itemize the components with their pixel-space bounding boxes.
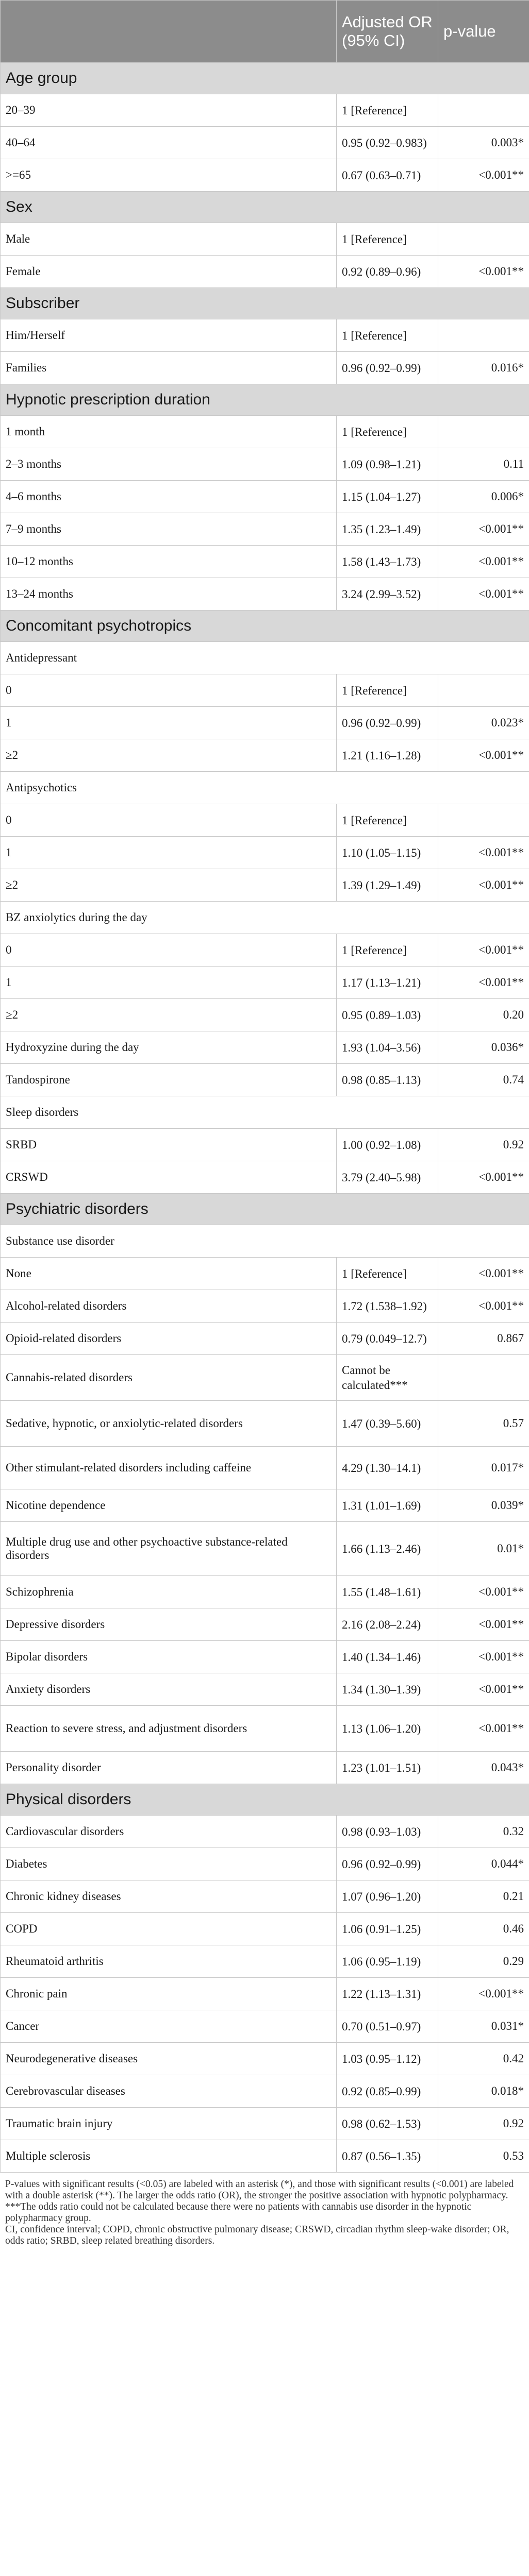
p-value: 0.92 xyxy=(438,1129,529,1161)
odds-ratio-value: 1 [Reference] xyxy=(337,223,438,256)
header-variable xyxy=(1,1,337,63)
table-row xyxy=(1,2010,529,2043)
odds-ratio-value: 1.47 (0.39–5.60) xyxy=(337,1401,438,1447)
odds-ratio-value: 1 [Reference] xyxy=(337,416,438,448)
table-row xyxy=(1,578,529,611)
table-row xyxy=(1,1608,529,1641)
p-value: 0.016* xyxy=(438,352,529,384)
p-value: 0.74 xyxy=(438,1064,529,1096)
table-row xyxy=(1,1945,529,1978)
p-value: 0.32 xyxy=(438,1816,529,1848)
subgroup-label: BZ anxiolytics during the day xyxy=(1,902,529,934)
table-row xyxy=(1,2043,529,2075)
row-label: Sedative, hypnotic, or anxiolytic-related disorders xyxy=(1,1401,337,1447)
p-value: <0.001** xyxy=(438,1161,529,1194)
odds-ratio-value: 1.39 (1.29–1.49) xyxy=(337,869,438,902)
odds-ratio-value: 1.13 (1.06–1.20) xyxy=(337,1706,438,1752)
row-label: SRBD xyxy=(1,1129,337,1161)
table-row xyxy=(1,256,529,288)
odds-ratio-value: 1 [Reference] xyxy=(337,1258,438,1290)
table-row xyxy=(1,546,529,578)
p-value: 0.21 xyxy=(438,1880,529,1913)
row-label: Cardiovascular disorders xyxy=(1,1816,337,1848)
p-value: <0.001** xyxy=(438,578,529,611)
odds-ratio-value: 1.31 (1.01–1.69) xyxy=(337,1489,438,1522)
p-value: <0.001** xyxy=(438,1978,529,2010)
subgroup-row xyxy=(1,1096,529,1129)
p-value: <0.001** xyxy=(438,256,529,288)
row-label: Cannabis-related disorders xyxy=(1,1355,337,1401)
row-label: Diabetes xyxy=(1,1848,337,1880)
odds-ratio-value: 1.22 (1.13–1.31) xyxy=(337,1978,438,2010)
odds-ratio-value: 1.93 (1.04–3.56) xyxy=(337,1031,438,1064)
p-value: 0.57 xyxy=(438,1401,529,1447)
odds-ratio-value: 0.92 (0.85–0.99) xyxy=(337,2075,438,2108)
table-row xyxy=(1,481,529,513)
subgroup-row xyxy=(1,772,529,804)
table-row xyxy=(1,1031,529,1064)
row-label: Schizophrenia xyxy=(1,1576,337,1608)
footnote-paragraph: CI, confidence interval; COPD, chronic obstructive pulmonary disease; CRSWD, circadian rhythm sleep-wake disorder; OR, odds ratio; SRBD, sleep related breathing disorders. xyxy=(5,2224,509,2246)
section-header-row xyxy=(1,1194,529,1225)
row-label: 13–24 months xyxy=(1,578,337,611)
odds-ratio-value: 1.58 (1.43–1.73) xyxy=(337,546,438,578)
table-row xyxy=(1,2108,529,2140)
table-row xyxy=(1,319,529,352)
row-label: Tandospirone xyxy=(1,1064,337,1096)
row-label: Chronic kidney diseases xyxy=(1,1880,337,1913)
odds-ratio-value: 1.34 (1.30–1.39) xyxy=(337,1673,438,1706)
p-value: 0.006* xyxy=(438,481,529,513)
odds-ratio-value: 1 [Reference] xyxy=(337,674,438,707)
table-row xyxy=(1,967,529,999)
row-label: Traumatic brain injury xyxy=(1,2108,337,2140)
odds-ratio-value: 1.15 (1.04–1.27) xyxy=(337,481,438,513)
odds-ratio-value: 1 [Reference] xyxy=(337,804,438,837)
p-value: <0.001** xyxy=(438,1258,529,1290)
section-header-row xyxy=(1,192,529,223)
row-label: 10–12 months xyxy=(1,546,337,578)
row-label: Depressive disorders xyxy=(1,1608,337,1641)
table-row xyxy=(1,1290,529,1323)
p-value: 0.42 xyxy=(438,2043,529,2075)
row-label: 0 xyxy=(1,674,337,707)
subgroup-label: Antidepressant xyxy=(1,642,529,674)
subgroup-label: Antipsychotics xyxy=(1,772,529,804)
odds-ratio-value: 1.21 (1.16–1.28) xyxy=(337,739,438,772)
table-row xyxy=(1,1522,529,1576)
p-value: 0.01* xyxy=(438,1522,529,1576)
odds-ratio-value: 1.07 (0.96–1.20) xyxy=(337,1880,438,1913)
row-label: 4–6 months xyxy=(1,481,337,513)
table-row xyxy=(1,804,529,837)
table-row xyxy=(1,1978,529,2010)
p-value: <0.001** xyxy=(438,546,529,578)
p-value: <0.001** xyxy=(438,1608,529,1641)
section-title: Hypnotic prescription duration xyxy=(1,384,529,416)
p-value: 0.53 xyxy=(438,2140,529,2173)
p-value xyxy=(438,804,529,837)
odds-ratio-value: 0.96 (0.92–0.99) xyxy=(337,352,438,384)
odds-ratio-value: 2.16 (2.08–2.24) xyxy=(337,1608,438,1641)
odds-ratio-value: 0.96 (0.92–0.99) xyxy=(337,1848,438,1880)
odds-ratio-value: 1.17 (1.13–1.21) xyxy=(337,967,438,999)
row-label: Nicotine dependence xyxy=(1,1489,337,1522)
table-row xyxy=(1,1161,529,1194)
table-row xyxy=(1,999,529,1031)
table-row xyxy=(1,1706,529,1752)
subgroup-label: Sleep disorders xyxy=(1,1096,529,1129)
row-label: Families xyxy=(1,352,337,384)
p-value: 0.044* xyxy=(438,1848,529,1880)
table-row xyxy=(1,869,529,902)
table-row xyxy=(1,934,529,967)
table-footnotes xyxy=(0,2173,529,2254)
table-body xyxy=(1,63,529,2173)
p-value: 0.036* xyxy=(438,1031,529,1064)
p-value: <0.001** xyxy=(438,513,529,546)
section-header-row xyxy=(1,288,529,319)
p-value: 0.46 xyxy=(438,1913,529,1945)
row-label: ≥2 xyxy=(1,739,337,772)
p-value: <0.001** xyxy=(438,1706,529,1752)
p-value: 0.20 xyxy=(438,999,529,1031)
section-header-row xyxy=(1,63,529,94)
subgroup-label: Substance use disorder xyxy=(1,1225,529,1258)
row-label: Reaction to severe stress, and adjustment disorders xyxy=(1,1706,337,1752)
table-row xyxy=(1,1880,529,1913)
odds-ratio-value: 1.72 (1.538–1.92) xyxy=(337,1290,438,1323)
section-header-row xyxy=(1,384,529,416)
table-row xyxy=(1,1447,529,1489)
row-label: Multiple drug use and other psychoactive substance-related disorders xyxy=(1,1522,337,1576)
section-title: Subscriber xyxy=(1,288,529,319)
table-row xyxy=(1,707,529,739)
table-row xyxy=(1,1064,529,1096)
p-value: <0.001** xyxy=(438,1290,529,1323)
row-label: Multiple sclerosis xyxy=(1,2140,337,2173)
odds-ratio-value: 0.98 (0.93–1.03) xyxy=(337,1816,438,1848)
odds-ratio-value: 0.79 (0.049–12.7) xyxy=(337,1323,438,1355)
p-value: <0.001** xyxy=(438,837,529,869)
table-row xyxy=(1,352,529,384)
row-label: Rheumatoid arthritis xyxy=(1,1945,337,1978)
p-value: 0.023* xyxy=(438,707,529,739)
p-value: 0.92 xyxy=(438,2108,529,2140)
p-value: <0.001** xyxy=(438,967,529,999)
table-row xyxy=(1,416,529,448)
odds-ratio-value: 0.67 (0.63–0.71) xyxy=(337,159,438,192)
p-value: <0.001** xyxy=(438,1641,529,1673)
row-label: Cancer xyxy=(1,2010,337,2043)
table-row xyxy=(1,1673,529,1706)
table-row xyxy=(1,1848,529,1880)
section-title: Sex xyxy=(1,192,529,223)
row-label: ≥2 xyxy=(1,869,337,902)
row-label: 7–9 months xyxy=(1,513,337,546)
odds-ratio-value: 1.06 (0.91–1.25) xyxy=(337,1913,438,1945)
section-title: Psychiatric disorders xyxy=(1,1194,529,1225)
row-label: Anxiety disorders xyxy=(1,1673,337,1706)
row-label: 1 xyxy=(1,967,337,999)
odds-ratio-value: 1.06 (0.95–1.19) xyxy=(337,1945,438,1978)
odds-ratio-value: 1 [Reference] xyxy=(337,319,438,352)
header-p-value: p-value xyxy=(438,1,529,63)
header-adjusted-or: Adjusted OR (95% CI) xyxy=(337,1,438,63)
table-row xyxy=(1,1129,529,1161)
p-value: 0.003* xyxy=(438,127,529,159)
row-label: 1 xyxy=(1,707,337,739)
table-row xyxy=(1,1489,529,1522)
p-value: 0.031* xyxy=(438,2010,529,2043)
row-label: >=65 xyxy=(1,159,337,192)
row-label: Alcohol-related disorders xyxy=(1,1290,337,1323)
p-value: 0.11 xyxy=(438,448,529,481)
odds-ratio-value: Cannot be calculated*** xyxy=(337,1355,438,1401)
table-header xyxy=(1,1,529,63)
odds-ratio-value: 1.55 (1.48–1.61) xyxy=(337,1576,438,1608)
p-value xyxy=(438,674,529,707)
section-title: Concomitant psychotropics xyxy=(1,611,529,642)
row-label: Bipolar disorders xyxy=(1,1641,337,1673)
row-label: 20–39 xyxy=(1,94,337,127)
table-row xyxy=(1,2075,529,2108)
row-label: Male xyxy=(1,223,337,256)
odds-ratio-value: 3.79 (2.40–5.98) xyxy=(337,1161,438,1194)
table-row xyxy=(1,448,529,481)
odds-ratio-value: 0.98 (0.62–1.53) xyxy=(337,2108,438,2140)
row-label: 2–3 months xyxy=(1,448,337,481)
row-label: 40–64 xyxy=(1,127,337,159)
odds-ratio-value: 1.23 (1.01–1.51) xyxy=(337,1752,438,1784)
table-row xyxy=(1,223,529,256)
odds-ratio-value: 0.98 (0.85–1.13) xyxy=(337,1064,438,1096)
row-label: Opioid-related disorders xyxy=(1,1323,337,1355)
row-label: COPD xyxy=(1,1913,337,1945)
odds-ratio-value: 1.35 (1.23–1.49) xyxy=(337,513,438,546)
p-value: 0.039* xyxy=(438,1489,529,1522)
row-label: ≥2 xyxy=(1,999,337,1031)
p-value: <0.001** xyxy=(438,869,529,902)
odds-ratio-value: 1 [Reference] xyxy=(337,94,438,127)
table-row xyxy=(1,1641,529,1673)
row-label: CRSWD xyxy=(1,1161,337,1194)
p-value: <0.001** xyxy=(438,739,529,772)
p-value: 0.29 xyxy=(438,1945,529,1978)
p-value: <0.001** xyxy=(438,934,529,967)
p-value xyxy=(438,94,529,127)
table-row xyxy=(1,739,529,772)
p-value xyxy=(438,223,529,256)
p-value xyxy=(438,416,529,448)
row-label: Chronic pain xyxy=(1,1978,337,2010)
p-value: <0.001** xyxy=(438,159,529,192)
p-value: 0.867 xyxy=(438,1323,529,1355)
row-label: 0 xyxy=(1,934,337,967)
odds-ratio-value: 1.10 (1.05–1.15) xyxy=(337,837,438,869)
table-row xyxy=(1,1752,529,1784)
odds-ratio-value: 0.95 (0.92–0.983) xyxy=(337,127,438,159)
odds-ratio-value: 1.00 (0.92–1.08) xyxy=(337,1129,438,1161)
row-label: Other stimulant-related disorders including caffeine xyxy=(1,1447,337,1489)
odds-ratio-value: 1.03 (0.95–1.12) xyxy=(337,2043,438,2075)
row-label: Neurodegenerative diseases xyxy=(1,2043,337,2075)
table-row xyxy=(1,1355,529,1401)
section-title: Age group xyxy=(1,63,529,94)
table-row xyxy=(1,513,529,546)
table-row xyxy=(1,1576,529,1608)
section-header-row xyxy=(1,611,529,642)
table-row xyxy=(1,1401,529,1447)
table-row xyxy=(1,127,529,159)
row-label: 1 xyxy=(1,837,337,869)
subgroup-row xyxy=(1,902,529,934)
odds-ratio-value: 0.92 (0.89–0.96) xyxy=(337,256,438,288)
table-row xyxy=(1,1258,529,1290)
odds-ratio-value: 1.09 (0.98–1.21) xyxy=(337,448,438,481)
row-label: Female xyxy=(1,256,337,288)
table-row xyxy=(1,837,529,869)
odds-ratio-value: 0.96 (0.92–0.99) xyxy=(337,707,438,739)
row-label: 1 month xyxy=(1,416,337,448)
subgroup-row xyxy=(1,642,529,674)
row-label: 0 xyxy=(1,804,337,837)
table-row xyxy=(1,159,529,192)
footnote-paragraph: ***The odds ratio could not be calculated because there were no patients with cannabis use disorder in the hypnotic polypharmacy group. xyxy=(5,2201,472,2224)
table-row xyxy=(1,2140,529,2173)
table-row xyxy=(1,674,529,707)
odds-ratio-value: 0.95 (0.89–1.03) xyxy=(337,999,438,1031)
section-title: Physical disorders xyxy=(1,1784,529,1816)
table-row xyxy=(1,1323,529,1355)
footnote-paragraph: P-values with significant results (<0.05) are labeled with an asterisk (*), and those with significant results (<0.001) are labeled with a double asterisk (**). The larger the odds ratio (OR), the stronger the positive association with hypnotic polypharmacy. xyxy=(5,2179,514,2201)
table-row xyxy=(1,1816,529,1848)
odds-ratio-value: 1 [Reference] xyxy=(337,934,438,967)
table-row xyxy=(1,94,529,127)
odds-ratio-value: 3.24 (2.99–3.52) xyxy=(337,578,438,611)
p-value: 0.043* xyxy=(438,1752,529,1784)
odds-ratio-value: 4.29 (1.30–14.1) xyxy=(337,1447,438,1489)
p-value: <0.001** xyxy=(438,1673,529,1706)
odds-ratio-value: 1.40 (1.34–1.46) xyxy=(337,1641,438,1673)
section-header-row xyxy=(1,1784,529,1816)
p-value: <0.001** xyxy=(438,1576,529,1608)
p-value xyxy=(438,319,529,352)
p-value: 0.018* xyxy=(438,2075,529,2108)
row-label: Hydroxyzine during the day xyxy=(1,1031,337,1064)
row-label: None xyxy=(1,1258,337,1290)
row-label: Personality disorder xyxy=(1,1752,337,1784)
table-row xyxy=(1,1913,529,1945)
p-value: 0.017* xyxy=(438,1447,529,1489)
odds-ratio-value: 1.66 (1.13–2.46) xyxy=(337,1522,438,1576)
odds-ratio-value: 0.70 (0.51–0.97) xyxy=(337,2010,438,2043)
subgroup-row xyxy=(1,1225,529,1258)
p-value xyxy=(438,1355,529,1401)
row-label: Cerebrovascular diseases xyxy=(1,2075,337,2108)
odds-ratio-value: 0.87 (0.56–1.35) xyxy=(337,2140,438,2173)
row-label: Him/Herself xyxy=(1,319,337,352)
